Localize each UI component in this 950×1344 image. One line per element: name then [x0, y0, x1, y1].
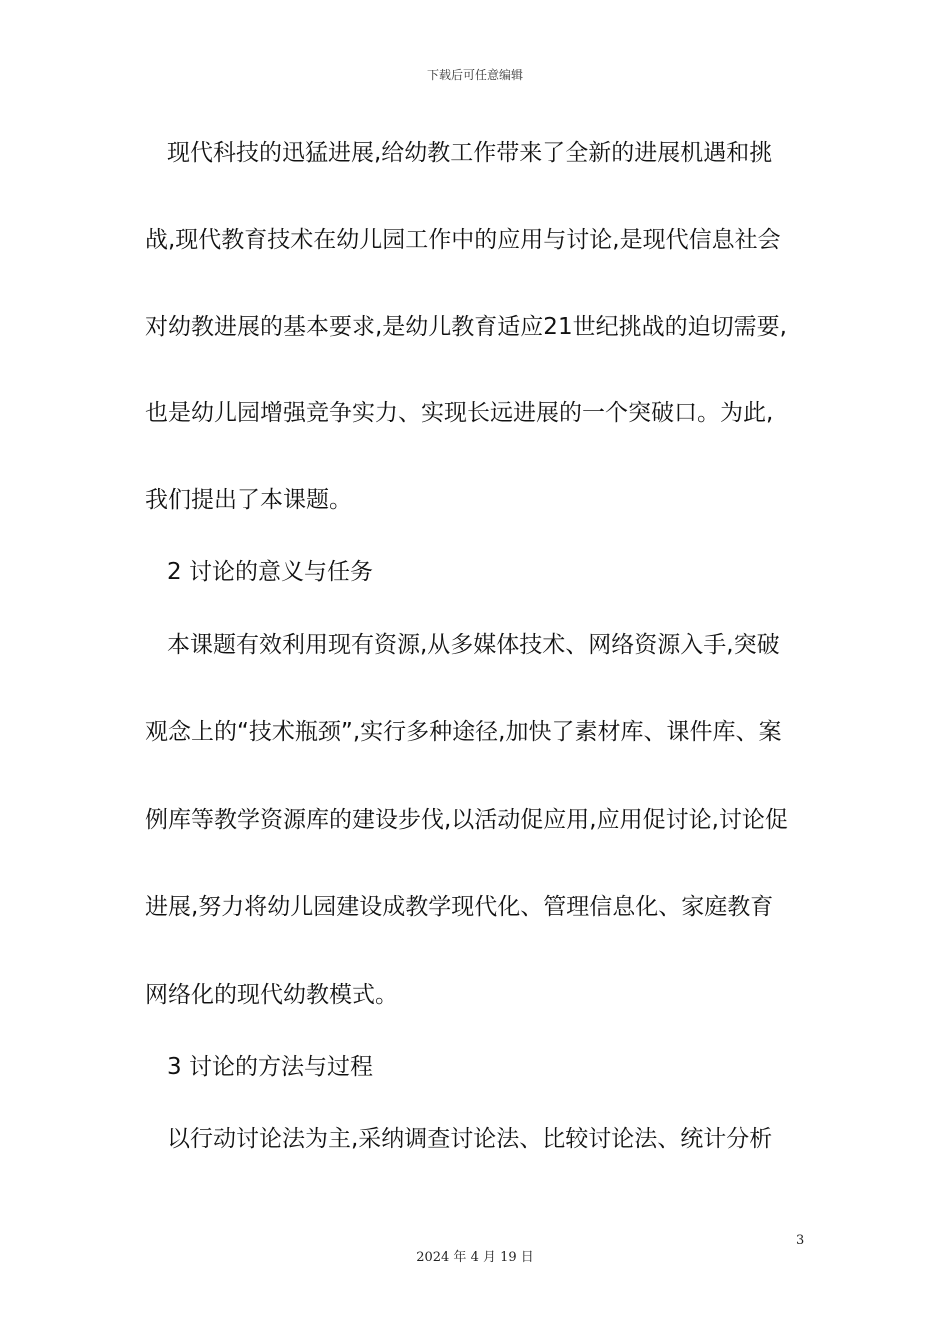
section-heading: 2 讨论的意义与任务 [167, 559, 373, 585]
paragraph-line: 进展,努力将幼儿园建设成教学现代化、管理信息化、家庭教育 [145, 894, 774, 920]
footer-date: 2024 年 4 月 19 日 [416, 1250, 534, 1265]
paragraph-line: 本课题有效利用现有资源,从多媒体技术、网络资源入手,突破 [167, 632, 780, 658]
page-header: 下载后可任意编辑 [426, 68, 523, 82]
page-number: 3 [796, 1233, 805, 1248]
paragraph-line: 也是幼儿园增强竞争实力、实现长远进展的一个突破口。为此, [145, 400, 774, 426]
paragraph-line: 战,现代教育技术在幼儿园工作中的应用与讨论,是现代信息社会 [145, 227, 781, 253]
paragraph-line: 网络化的现代幼教模式。 [145, 982, 398, 1008]
paragraph-line: 例库等教学资源库的建设步伐,以活动促应用,应用促讨论,讨论促 [145, 807, 788, 833]
paragraph-line: 现代科技的迅猛进展,给幼教工作带来了全新的进展机遇和挑 [167, 140, 773, 166]
paragraph-line: 对幼教进展的基本要求,是幼儿教育适应21世纪挑战的迫切需要, [145, 314, 787, 340]
paragraph-line: 观念上的“技术瓶颈”,实行多种途径,加快了素材库、课件库、案 [145, 719, 782, 745]
paragraph-line: 以行动讨论法为主,采纳调查讨论法、比较讨论法、统计分析 [167, 1126, 773, 1152]
paragraph-line: 我们提出了本课题。 [145, 487, 352, 513]
section-heading: 3 讨论的方法与过程 [167, 1054, 373, 1080]
